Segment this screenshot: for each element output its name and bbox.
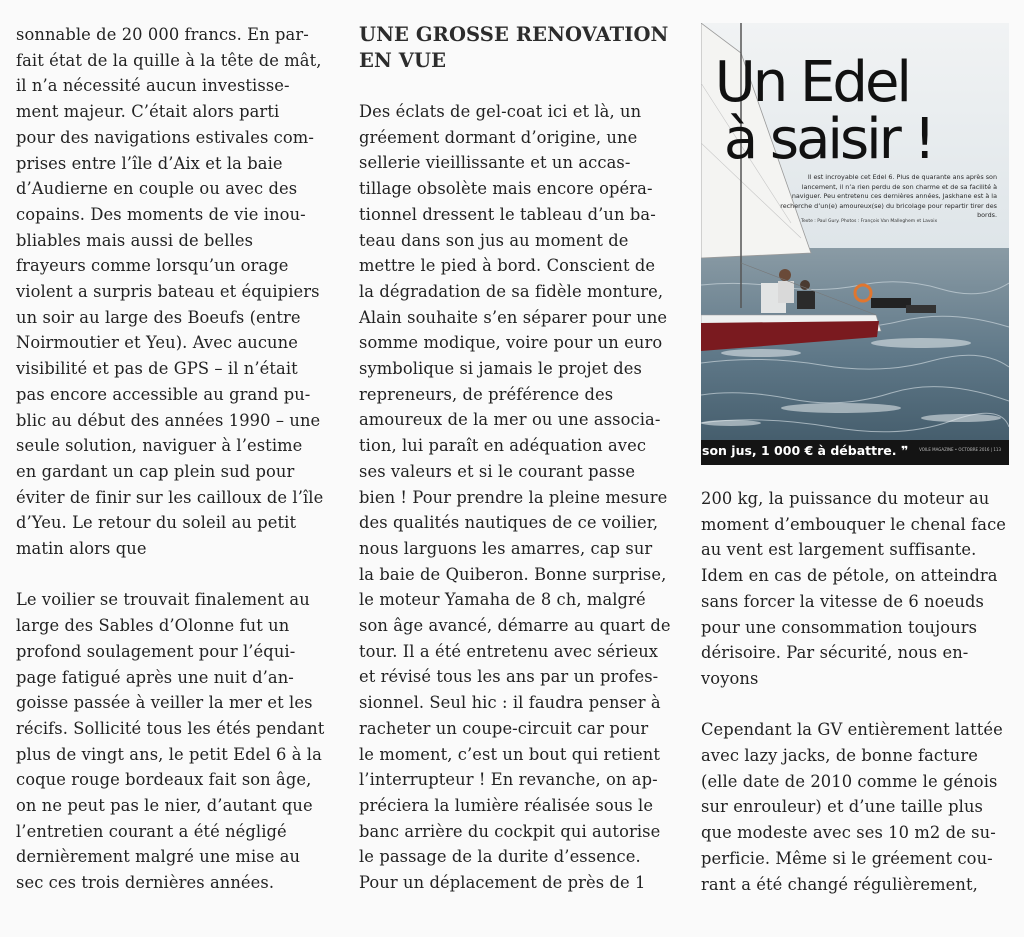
text-line: Le voilier se trouvait finalement au — [16, 590, 310, 610]
text-line: plus de vingt ans, le petit Edel 6 à la — [16, 744, 322, 764]
text-line: un soir au large des Boeufs (entre — [16, 307, 301, 327]
text-line: tillage obsolète mais encore opéra- — [359, 179, 653, 199]
text-line: page fatigué après une nuit d’an- — [16, 667, 294, 687]
text-line: prises entre l’île d’Aix et la baie — [16, 153, 283, 173]
text-line: blic au début des années 1990 – une — [16, 410, 321, 430]
text-line: d’Yeu. Le retour du soleil au petit — [16, 513, 297, 533]
text-line: ment majeur. C’était alors parti — [16, 102, 280, 122]
article-column-2 — [359, 22, 671, 896]
text-line: son âge avancé, démarre au quart de — [359, 616, 671, 636]
text-line: sellerie vieillissante et un accas- — [359, 153, 631, 173]
text-line: violent a surpris bateau et équipiers — [16, 282, 320, 302]
text-line: sionnel. Seul hic : il faudra penser à — [359, 693, 661, 713]
text-line: Des éclats de gel-coat ici et là, un — [359, 102, 642, 121]
text-line: racheter un coupe-circuit car pour — [359, 718, 649, 738]
text-line: copains. Des moments de vie inou- — [16, 204, 306, 224]
text-line: tion, lui paraît en adéquation avec — [359, 436, 647, 456]
column3-paragraph-1 — [701, 486, 1011, 692]
text-line: sans forcer la vitesse de 6 noeuds — [701, 591, 984, 611]
text-line: le moment, c’est un bout qui retient — [359, 744, 661, 764]
article-column-1 — [16, 22, 326, 896]
text-line: dernièrement malgré une mise au — [16, 847, 301, 867]
text-line: que modeste avec ses 10 m2 de su- — [701, 823, 996, 843]
text-line: repreneurs, de préférence des — [359, 384, 614, 404]
text-line: le passage de la durite d’essence. — [359, 847, 641, 867]
text-line: (elle date de 2010 comme le génois — [701, 771, 998, 791]
text-line: d’Audierne en couple ou avec des — [16, 179, 298, 199]
text-line: sonnable de 20 000 francs. En par- — [16, 25, 309, 44]
text-line: 200 kg, la puissance du moteur au — [701, 489, 990, 508]
text-line: fait état de la quille à la tête de mât, — [16, 50, 322, 70]
text-line: gréement dormant d’origine, une — [359, 127, 638, 147]
text-line: seule solution, naviguer à l’estime — [16, 436, 303, 456]
magazine-footer: VOILE MAGAZINE • OCTOBRE 2016 | 113 — [919, 447, 1001, 452]
text-line: amoureux de la mer ou une associa- — [359, 410, 661, 430]
text-line: perficie. Même si le gréement cou- — [701, 848, 993, 868]
text-line: moment d’embouquer le chenal face — [701, 514, 1007, 534]
text-line: profond soulagement pour l’équi- — [16, 641, 296, 661]
text-line: bliables mais aussi de belles — [16, 230, 254, 250]
magazine-lead-text: Il est incroyable cet Edel 6. Plus de quarante ans après son lancement, il n’a rien perdu de son charme et de sa facilité à naviguer. Peu entretenu ces dernières années, Jaskhane est à la recherche d’un(e) amoureux(se) du bricolage pour repartir tirer des bords. — [780, 173, 997, 220]
text-line: Alain souhaite s’en séparer pour une — [359, 307, 668, 327]
text-line: goisse passée à veiller la mer et les — [16, 693, 313, 713]
text-line: pour une consommation toujours — [701, 617, 978, 637]
section-heading-line-1: UNE GROSSE RENOVATION — [359, 23, 669, 46]
text-line: l’interrupteur ! En revanche, on ap- — [359, 770, 658, 790]
text-line: matin alors que — [16, 539, 147, 559]
text-line: symbolique si jamais le projet des — [359, 359, 642, 379]
text-line: teau dans son jus au moment de — [359, 230, 629, 250]
text-line: au vent est largement suffisante. — [701, 540, 977, 560]
text-line: coque rouge bordeaux fait son âge, — [16, 770, 312, 790]
text-line: des qualités nautiques de ce voilier, — [359, 513, 659, 533]
magazine-title-line-2: à saisir ! — [723, 107, 933, 172]
text-line: ses valeurs et si le courant passe — [359, 461, 636, 481]
magazine-credit: Texte : Paul Gury. Photos : François Van Malleghem et Lavoix — [801, 219, 938, 224]
text-line: Cependant la GV entièrement lattée — [701, 720, 1003, 740]
text-line: voyons — [701, 668, 759, 688]
text-line: il n’a nécessité aucun investisse- — [16, 76, 290, 96]
section-heading — [359, 22, 671, 74]
text-line: tour. Il a été entretenu avec sérieux — [359, 641, 659, 661]
text-line: tionnel dressent le tableau d’un ba- — [359, 204, 656, 224]
text-line: bien ! Pour prendre la pleine mesure — [359, 487, 668, 507]
text-line: en gardant un cap plein sud pour — [16, 461, 295, 481]
text-line: Pour un déplacement de près de 1 — [359, 873, 646, 893]
text-line: dérisoire. Par sécurité, nous en- — [701, 643, 969, 663]
text-line: récifs. Sollicité tous les étés pendant — [16, 718, 325, 738]
text-line: frayeurs comme lorsqu’un orage — [16, 256, 289, 276]
text-line: large des Sables d’Olonne fut un — [16, 616, 290, 636]
text-line: mettre le pied à bord. Conscient de — [359, 256, 656, 276]
text-line: pas encore accessible au grand pu- — [16, 384, 311, 404]
text-line: l’entretien courant a été négligé — [16, 821, 287, 841]
text-line: Idem en cas de pétole, on atteindra — [701, 566, 998, 586]
text-line: et révisé tous les ans par un profes- — [359, 667, 659, 687]
text-line: sec ces trois dernières années. — [16, 873, 275, 893]
text-line: Noirmoutier et Yeu). Avec aucune — [16, 333, 298, 353]
text-line: rant a été changé régulièrement, — [701, 874, 978, 894]
magazine-title-line-1: Un Edel — [714, 50, 909, 115]
text-line: avec lazy jacks, de bonne facture — [701, 746, 978, 766]
column2-paragraph-1 — [359, 99, 671, 896]
section-heading-line-2: EN VUE — [359, 49, 447, 72]
column3-paragraph-2 — [701, 717, 1011, 897]
text-line: visibilité et pas de GPS – il n’était — [16, 359, 298, 379]
text-line: sur enrouleur) et d’une taille plus — [701, 797, 984, 817]
article-column-3 — [701, 486, 1011, 897]
column1-paragraph-1 — [16, 22, 326, 562]
text-line: somme modique, voire pour un euro — [359, 333, 663, 353]
magazine-quote: son jus, 1 000 € à débattre. ❞ — [702, 443, 909, 458]
text-line: la dégradation de sa fidèle monture, — [359, 281, 664, 301]
column1-paragraph-2 — [16, 587, 326, 895]
text-line: préciera la lumière réalisée sous le — [359, 795, 654, 815]
text-line: nous larguons les amarres, cap sur — [359, 538, 653, 558]
text-line: on ne peut pas le nier, d’autant que — [16, 796, 313, 816]
text-line: la baie de Quiberon. Bonne surprise, — [359, 564, 667, 584]
magazine-page-image — [701, 23, 1009, 465]
magazine-quote-bar — [701, 440, 1009, 465]
text-line: le moteur Yamaha de 8 ch, malgré — [359, 590, 646, 610]
text-line: éviter de finir sur les cailloux de l’île — [16, 487, 324, 507]
text-line: pour des navigations estivales com- — [16, 127, 314, 147]
text-line: banc arrière du cockpit qui autorise — [359, 821, 661, 841]
